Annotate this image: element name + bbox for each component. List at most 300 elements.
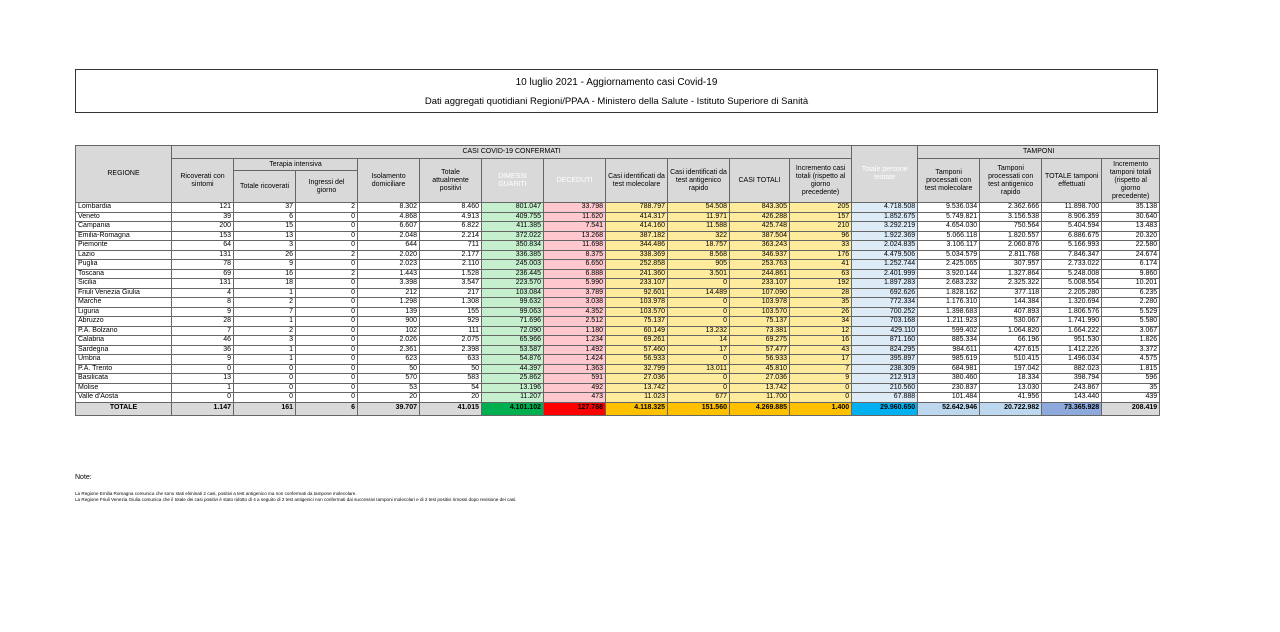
data-cell: 12 [790, 326, 852, 336]
data-cell: 9.860 [1102, 269, 1160, 279]
data-cell: 30.640 [1102, 212, 1160, 222]
data-cell: 212 [358, 288, 420, 298]
data-cell: 336.385 [482, 250, 544, 260]
data-cell: 411.385 [482, 222, 544, 232]
data-cell: 212.913 [852, 374, 918, 384]
data-cell: 2.060.876 [980, 241, 1042, 251]
data-cell: 2.401.999 [852, 269, 918, 279]
data-cell: 843.305 [730, 203, 790, 213]
region-name-cell: Marche [76, 298, 172, 308]
data-cell: 200 [172, 222, 234, 232]
data-cell: 8 [172, 298, 234, 308]
data-cell: 633 [420, 355, 482, 365]
region-name-cell: Molise [76, 383, 172, 393]
data-cell: 1.922.369 [852, 231, 918, 241]
table-row [76, 260, 1160, 270]
data-cell: 72.090 [482, 326, 544, 336]
data-cell: 233.107 [730, 279, 790, 289]
data-cell: 1.828.162 [918, 288, 980, 298]
data-cell: 92.601 [606, 288, 668, 298]
data-cell: 4.868 [358, 212, 420, 222]
data-cell: 1.806.576 [1042, 307, 1102, 317]
data-cell: 11.698 [544, 241, 606, 251]
data-cell: 9 [234, 260, 296, 270]
data-cell: 103.570 [730, 307, 790, 317]
data-cell: 2.398 [420, 345, 482, 355]
data-cell: 0 [296, 212, 358, 222]
data-cell: 0 [234, 374, 296, 384]
data-cell: 0 [296, 355, 358, 365]
data-cell: 25.862 [482, 374, 544, 384]
data-cell: 5.008.554 [1042, 279, 1102, 289]
data-cell: 4 [172, 288, 234, 298]
region-name-cell: P.A. Trento [76, 364, 172, 374]
total-cell: 1.400 [790, 402, 852, 415]
col-incremento-casi: Incremento casi totali (rispetto al giorno precedente) [790, 159, 852, 203]
data-cell: 350.834 [482, 241, 544, 251]
data-cell: 3.920.144 [918, 269, 980, 279]
data-cell: 3.789 [544, 288, 606, 298]
data-cell: 395.897 [852, 355, 918, 365]
region-name-cell: Toscana [76, 269, 172, 279]
data-cell: 1.180 [544, 326, 606, 336]
data-cell: 2.026 [358, 336, 420, 346]
data-cell: 252.858 [606, 260, 668, 270]
data-cell: 66.196 [980, 336, 1042, 346]
data-cell: 2.512 [544, 317, 606, 327]
data-cell: 11.588 [668, 222, 730, 232]
table-row [76, 298, 1160, 308]
data-cell: 425.748 [730, 222, 790, 232]
region-name-cell: P.A. Bolzano [76, 326, 172, 336]
data-cell: 50 [420, 364, 482, 374]
data-cell: 13.483 [1102, 222, 1160, 232]
data-cell: 103.570 [606, 307, 668, 317]
table-row [76, 250, 1160, 260]
data-cell: 0 [296, 307, 358, 317]
data-cell: 0 [296, 364, 358, 374]
data-cell: 684.981 [918, 364, 980, 374]
data-cell: 6.607 [358, 222, 420, 232]
data-cell: 0 [296, 288, 358, 298]
col-totale-positivi: Totale attualmente positivi [420, 159, 482, 203]
data-cell: 372.022 [482, 231, 544, 241]
data-cell: 5.034.579 [918, 250, 980, 260]
note-line: La Regione Emilia Romagna comunica che sono stati eliminati 2 casi, positivi a test antigenico ma non confermati da tampone molecolare. [75, 491, 357, 496]
data-cell: 0 [668, 298, 730, 308]
data-cell: 0 [668, 374, 730, 384]
banner-casi-confermati: CASI COVID-19 CONFERMATI [172, 146, 852, 159]
data-cell: 245.003 [482, 260, 544, 270]
data-cell: 56.933 [730, 355, 790, 365]
group-terapia-intensiva: Terapia intensiva [234, 159, 358, 171]
data-cell: 1.327.864 [980, 269, 1042, 279]
data-cell: 885.334 [918, 336, 980, 346]
data-cell: 230.837 [918, 383, 980, 393]
data-cell: 3.398 [358, 279, 420, 289]
table-row [76, 345, 1160, 355]
total-cell: 6 [296, 402, 358, 415]
data-cell: 8.375 [544, 250, 606, 260]
data-cell: 139 [358, 307, 420, 317]
data-cell: 409.755 [482, 212, 544, 222]
data-cell: 1.443 [358, 269, 420, 279]
table-row [76, 269, 1160, 279]
data-cell: 13 [234, 231, 296, 241]
col-casi-antigenico: Casi identificati da test antigenico rapido [668, 159, 730, 203]
data-cell: 929 [420, 317, 482, 327]
data-cell: 2 [296, 203, 358, 213]
data-cell: 24.674 [1102, 250, 1160, 260]
col-tamponi-antigenico: Tamponi processati con test antigenico rapido [980, 159, 1042, 203]
data-cell: 0 [668, 279, 730, 289]
data-cell: 69.261 [606, 336, 668, 346]
total-cell: 208.419 [1102, 402, 1160, 415]
data-cell: 1.664.222 [1042, 326, 1102, 336]
data-cell: 1.211.923 [918, 317, 980, 327]
data-cell: 2.110 [420, 260, 482, 270]
data-cell: 210 [790, 222, 852, 232]
data-cell: 0 [172, 364, 234, 374]
total-cell: 73.365.928 [1042, 402, 1102, 415]
data-cell: 530.067 [980, 317, 1042, 327]
total-cell: 4.118.325 [606, 402, 668, 415]
data-cell: 50 [358, 364, 420, 374]
data-cell: 2.177 [420, 250, 482, 260]
report-subtitle: Dati aggregati quotidiani Regioni/PPAA - Ministero della Salute - Istituto Superiore di Sanità [424, 96, 809, 107]
data-cell: 20 [420, 393, 482, 403]
data-cell: 363.243 [730, 241, 790, 251]
total-cell: 52.642.946 [918, 402, 980, 415]
data-cell: 69.275 [730, 336, 790, 346]
data-cell: 703.168 [852, 317, 918, 327]
data-cell: 99.063 [482, 307, 544, 317]
data-cell: 11.700 [730, 393, 790, 403]
col-totale-tamponi: TOTALE tamponi effettuati [1042, 159, 1102, 203]
data-cell: 13.268 [544, 231, 606, 241]
data-cell: 111 [420, 326, 482, 336]
data-cell: 121 [172, 203, 234, 213]
data-cell: 1.492 [544, 345, 606, 355]
data-cell: 1.820.557 [980, 231, 1042, 241]
table-row [76, 212, 1160, 222]
data-cell: 14 [668, 336, 730, 346]
data-cell: 13.232 [668, 326, 730, 336]
data-cell: 11.023 [606, 393, 668, 403]
data-cell: 0 [234, 383, 296, 393]
data-cell: 107.090 [730, 288, 790, 298]
data-cell: 7 [790, 364, 852, 374]
data-cell: 429.110 [852, 326, 918, 336]
data-cell: 307.957 [980, 260, 1042, 270]
data-cell: 54.876 [482, 355, 544, 365]
data-cell: 6.822 [420, 222, 482, 232]
col-regione: REGIONE [76, 146, 172, 203]
total-cell: 4.269.885 [730, 402, 790, 415]
region-name-cell: Sardegna [76, 345, 172, 355]
covid-data-table [75, 145, 1160, 416]
data-cell: 1.064.820 [980, 326, 1042, 336]
data-cell: 2 [234, 326, 296, 336]
data-cell: 244.861 [730, 269, 790, 279]
data-cell: 0 [790, 393, 852, 403]
data-cell: 0 [296, 260, 358, 270]
data-cell: 53.587 [482, 345, 544, 355]
data-cell: 143.440 [1042, 393, 1102, 403]
data-cell: 3.038 [544, 298, 606, 308]
col-deceduti: DECEDUTI [544, 159, 606, 203]
data-cell: 3 [234, 336, 296, 346]
data-cell: 322 [668, 231, 730, 241]
data-cell: 253.763 [730, 260, 790, 270]
data-cell: 0 [234, 364, 296, 374]
data-cell: 0 [790, 383, 852, 393]
data-cell: 2 [296, 250, 358, 260]
data-cell: 1 [234, 288, 296, 298]
data-cell: 6.888 [544, 269, 606, 279]
data-cell: 3.067 [1102, 326, 1160, 336]
total-cell: 39.707 [358, 402, 420, 415]
col-ricoverati-sintomi: Ricoverati con sintomi [172, 159, 234, 203]
data-cell: 2.280 [1102, 298, 1160, 308]
data-cell: 5.404.594 [1042, 222, 1102, 232]
data-cell: 1.176.310 [918, 298, 980, 308]
total-cell: 4.101.102 [482, 402, 544, 415]
region-name-cell: Sicilia [76, 279, 172, 289]
data-cell: 8.460 [420, 203, 482, 213]
total-cell: 161 [234, 402, 296, 415]
notes-title: Note: [75, 474, 92, 481]
data-cell: 155 [420, 307, 482, 317]
data-cell: 233.107 [606, 279, 668, 289]
data-cell: 37 [234, 203, 296, 213]
data-cell: 9 [790, 374, 852, 384]
data-cell: 3 [234, 241, 296, 251]
data-cell: 64 [172, 241, 234, 251]
data-cell: 3.292.219 [852, 222, 918, 232]
data-cell: 2.733.022 [1042, 260, 1102, 270]
data-cell: 157 [790, 212, 852, 222]
data-cell: 16 [234, 269, 296, 279]
data-cell: 13.011 [668, 364, 730, 374]
total-cell: 41.015 [420, 402, 482, 415]
region-name-cell: Abruzzo [76, 317, 172, 327]
data-cell: 1.308 [420, 298, 482, 308]
table-row [76, 393, 1160, 403]
data-cell: 492 [544, 383, 606, 393]
table-row [76, 231, 1160, 241]
data-cell: 11.207 [482, 393, 544, 403]
data-cell: 0 [296, 317, 358, 327]
col-casi-molecolare: Casi identificati da test molecolare [606, 159, 668, 203]
data-cell: 1 [234, 317, 296, 327]
data-cell: 63 [790, 269, 852, 279]
data-cell: 5.990 [544, 279, 606, 289]
data-cell: 236.445 [482, 269, 544, 279]
data-cell: 3.372 [1102, 345, 1160, 355]
data-cell: 0 [296, 222, 358, 232]
data-cell: 344.486 [606, 241, 668, 251]
col-totale-persone-testate: Totale persone testate [852, 146, 918, 203]
total-cell: 151.560 [668, 402, 730, 415]
data-cell: 103.978 [730, 298, 790, 308]
data-cell: 4.718.508 [852, 203, 918, 213]
totals-label: TOTALE [76, 402, 172, 415]
data-cell: 176 [790, 250, 852, 260]
data-cell: 1.424 [544, 355, 606, 365]
table-row [76, 222, 1160, 232]
table-row [76, 383, 1160, 393]
data-cell: 2.811.768 [980, 250, 1042, 260]
data-cell: 36 [172, 345, 234, 355]
data-cell: 882.023 [1042, 364, 1102, 374]
data-cell: 2.214 [420, 231, 482, 241]
data-cell: 0 [668, 355, 730, 365]
data-cell: 1.252.744 [852, 260, 918, 270]
data-cell: 57.460 [606, 345, 668, 355]
data-cell: 5.166.993 [1042, 241, 1102, 251]
data-cell: 99.632 [482, 298, 544, 308]
data-cell: 2 [296, 269, 358, 279]
data-cell: 2.020 [358, 250, 420, 260]
data-cell: 7 [234, 307, 296, 317]
data-cell: 22.580 [1102, 241, 1160, 251]
data-cell: 900 [358, 317, 420, 327]
col-tamponi-molecolare: Tamponi processati con test molecolare [918, 159, 980, 203]
region-name-cell: Calabria [76, 336, 172, 346]
data-cell: 210.560 [852, 383, 918, 393]
data-cell: 5.749.821 [918, 212, 980, 222]
data-cell: 4.479.506 [852, 250, 918, 260]
data-cell: 5.580 [1102, 317, 1160, 327]
data-cell: 67.888 [852, 393, 918, 403]
data-cell: 4.654.030 [918, 222, 980, 232]
data-cell: 14.489 [668, 288, 730, 298]
region-name-cell: Lazio [76, 250, 172, 260]
col-incremento-tamponi: Incremento tamponi totali (rispetto al giorno precedente) [1102, 159, 1160, 203]
data-cell: 4.575 [1102, 355, 1160, 365]
data-cell: 2.325.322 [980, 279, 1042, 289]
data-cell: 20.320 [1102, 231, 1160, 241]
data-cell: 9 [172, 307, 234, 317]
data-cell: 28 [790, 288, 852, 298]
data-cell: 18 [234, 279, 296, 289]
data-cell: 2.048 [358, 231, 420, 241]
data-cell: 1 [234, 355, 296, 365]
data-cell: 824.295 [852, 345, 918, 355]
data-cell: 54 [420, 383, 482, 393]
data-cell: 75.137 [730, 317, 790, 327]
data-cell: 10.201 [1102, 279, 1160, 289]
data-cell: 27.036 [606, 374, 668, 384]
data-cell: 69 [172, 269, 234, 279]
data-cell: 71.696 [482, 317, 544, 327]
data-cell: 570 [358, 374, 420, 384]
data-cell: 2.362.666 [980, 203, 1042, 213]
data-cell: 18.757 [668, 241, 730, 251]
col-dimessi-guariti: DIMESSI GUARITI [482, 159, 544, 203]
data-cell: 26 [790, 307, 852, 317]
data-cell: 27.036 [730, 374, 790, 384]
table-row [76, 288, 1160, 298]
table-row [76, 355, 1160, 365]
data-cell: 644 [358, 241, 420, 251]
data-cell: 510.415 [980, 355, 1042, 365]
table-row [76, 307, 1160, 317]
data-cell: 243.867 [1042, 383, 1102, 393]
totals-row [76, 402, 1160, 415]
data-cell: 11.971 [668, 212, 730, 222]
data-cell: 13.742 [730, 383, 790, 393]
data-cell: 1.398.683 [918, 307, 980, 317]
data-cell: 102 [358, 326, 420, 336]
data-cell: 583 [420, 374, 482, 384]
data-cell: 6.650 [544, 260, 606, 270]
data-cell: 0 [172, 393, 234, 403]
data-cell: 1.528 [420, 269, 482, 279]
region-name-cell: Umbria [76, 355, 172, 365]
table-row [76, 326, 1160, 336]
data-cell: 0 [296, 231, 358, 241]
data-cell: 2.205.280 [1042, 288, 1102, 298]
table-row [76, 241, 1160, 251]
data-cell: 4.352 [544, 307, 606, 317]
data-cell: 11.620 [544, 212, 606, 222]
col-totale-ricoverati: Totale ricoverati [234, 171, 296, 203]
data-cell: 407.893 [980, 307, 1042, 317]
data-cell: 1.897.283 [852, 279, 918, 289]
data-cell: 7.846.347 [1042, 250, 1102, 260]
data-cell: 56.933 [606, 355, 668, 365]
data-cell: 96 [790, 231, 852, 241]
data-cell: 414.317 [606, 212, 668, 222]
data-cell: 0 [296, 383, 358, 393]
data-cell: 5.248.008 [1042, 269, 1102, 279]
data-cell: 45.810 [730, 364, 790, 374]
data-cell: 1.320.694 [1042, 298, 1102, 308]
region-name-cell: Liguria [76, 307, 172, 317]
data-cell: 426.288 [730, 212, 790, 222]
data-cell: 57.477 [730, 345, 790, 355]
data-cell: 6.235 [1102, 288, 1160, 298]
total-cell: 1.147 [172, 402, 234, 415]
data-cell: 801.047 [482, 203, 544, 213]
data-cell: 44.397 [482, 364, 544, 374]
data-cell: 788.797 [606, 203, 668, 213]
table-row [76, 364, 1160, 374]
data-cell: 591 [544, 374, 606, 384]
data-cell: 101.484 [918, 393, 980, 403]
region-name-cell: Veneto [76, 212, 172, 222]
data-cell: 20 [358, 393, 420, 403]
data-cell: 5.529 [1102, 307, 1160, 317]
data-cell: 78 [172, 260, 234, 270]
report-title: 10 luglio 2021 - Aggiornamento casi Covid-19 [515, 77, 718, 88]
data-cell: 13.030 [980, 383, 1042, 393]
data-cell: 9.536.034 [918, 203, 980, 213]
data-cell: 33 [790, 241, 852, 251]
data-cell: 16 [790, 336, 852, 346]
data-cell: 144.384 [980, 298, 1042, 308]
data-cell: 35 [1102, 383, 1160, 393]
data-cell: 7.541 [544, 222, 606, 232]
total-cell: 20.722.982 [980, 402, 1042, 415]
data-cell: 41 [790, 260, 852, 270]
data-cell: 2.075 [420, 336, 482, 346]
notes-section [75, 474, 516, 503]
data-cell: 34 [790, 317, 852, 327]
table-row [76, 203, 1160, 213]
